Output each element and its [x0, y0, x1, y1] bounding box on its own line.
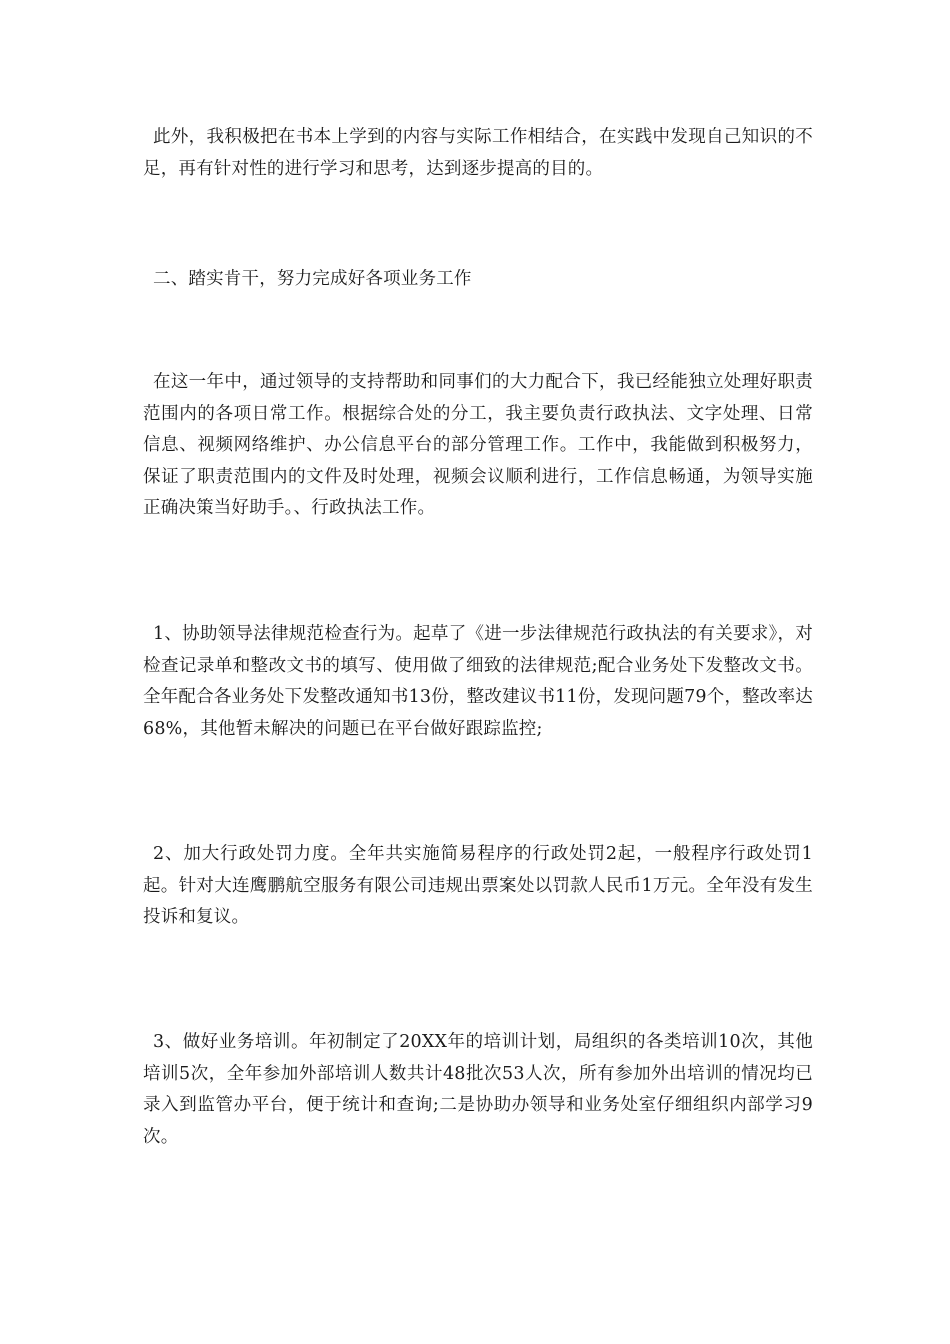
- paragraph-work-overview: 在这一年中，通过领导的支持帮助和同事们的大力配合下，我已经能独立处理好职责范围内的各项日常工作。根据综合处的分工，我主要负责行政执法、文字处理、日常信息、视频网络维护、办公信息平台的部分管理工作。工作中，我能做到积极努力，保证了职责范围内的文件及时处理，视频会议顺利进行，工作信息畅通，为领导实施正确决策当好助手。、行政执法工作。: [143, 372, 813, 518]
- paragraph-item-3: 3、做好业务培训。年初制定了20XX年的培训计划，局组织的各类培训10次，其他培训5次，全年参加外部培训人数共计48批次53人次，所有参加外出培训的情况均已录入到监管办平台，便于统计和查询;二是协助办领导和业务处室仔细组织内部学习9次。: [143, 1032, 813, 1147]
- paragraph-item-1: 1、协助领导法律规范检查行为。起草了《进一步法律规范行政执法的有关要求》，对检查记录单和整改文书的填写、使用做了细致的法律规范;配合业务处下发整改文书。全年配合各业务处下发整改通知书13份，整改建议书11份，发现问题79个，整改率达68%，其他暂未解决的问题已在平台做好跟踪监控;: [143, 624, 813, 739]
- paragraph-item-2: 2、加大行政处罚力度。全年共实施简易程序的行政处罚2起，一般程序行政处罚1起。针对大连鹰鹏航空服务有限公司违规出票案处以罚款人民币1万元。全年没有发生投诉和复议。: [143, 844, 813, 927]
- section-heading: 二、踏实肯干，努力完成好各项业务工作: [153, 269, 472, 289]
- paragraph-self-improvement: 此外，我积极把在书本上学到的内容与实际工作相结合，在实践中发现自己知识的不足，再有针对性的进行学习和思考，达到逐步提高的目的。: [143, 127, 813, 179]
